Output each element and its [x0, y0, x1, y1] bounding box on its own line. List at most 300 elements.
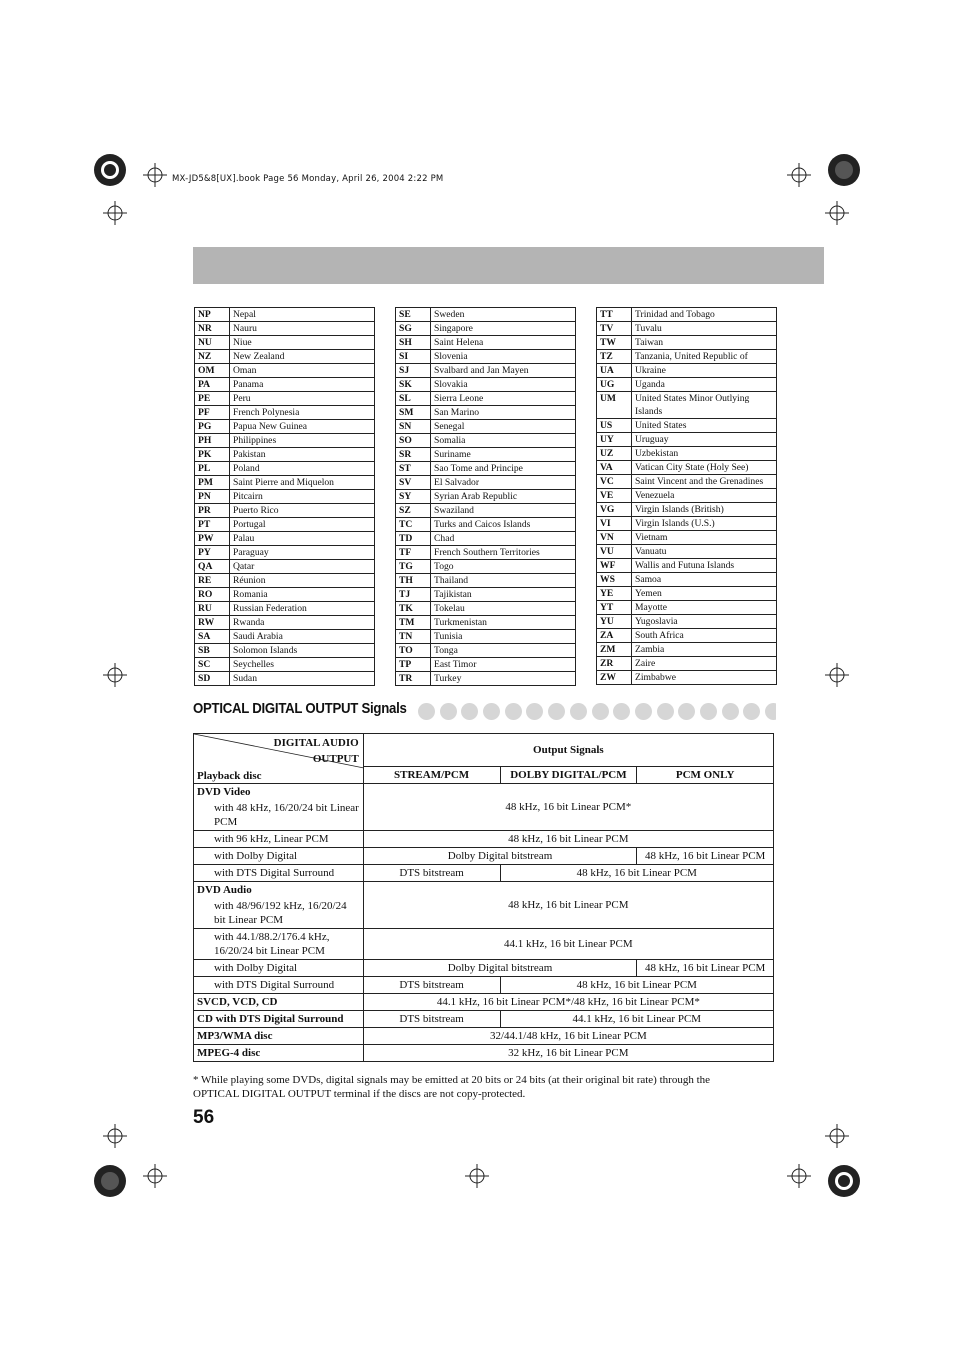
country-name: Virgin Islands (U.S.)	[632, 517, 777, 531]
output-signals-header: Output Signals	[363, 734, 773, 767]
country-code: TZ	[597, 350, 632, 364]
country-name: Tanzania, United Republic of	[632, 350, 777, 364]
country-code: TF	[396, 546, 431, 560]
country-code: SA	[195, 630, 230, 644]
registration-mark-icon	[92, 152, 128, 188]
table-row	[396, 322, 576, 336]
table-row	[195, 672, 375, 686]
table-row	[396, 588, 576, 602]
country-name: Peru	[230, 392, 375, 406]
table-cell: 48 kHz, 16 bit Linear PCM	[500, 865, 773, 882]
table-row	[195, 602, 375, 616]
country-name: Saudi Arabia	[230, 630, 375, 644]
country-name: Slovenia	[431, 350, 576, 364]
country-name: Mayotte	[632, 601, 777, 615]
country-name: Portugal	[230, 518, 375, 532]
country-code: NP	[195, 308, 230, 322]
row-label: with 48/96/192 kHz, 16/20/24 bit Linear PCM	[194, 898, 364, 929]
country-name: Rwanda	[230, 616, 375, 630]
country-name: Togo	[431, 560, 576, 574]
country-code-table-2	[395, 307, 576, 686]
country-code: SI	[396, 350, 431, 364]
table-row	[396, 462, 576, 476]
table-cell: 48 kHz, 16 bit Linear PCM*	[363, 784, 773, 831]
table-row	[396, 644, 576, 658]
table-row	[396, 392, 576, 406]
country-name: El Salvador	[431, 476, 576, 490]
country-code: NU	[195, 336, 230, 350]
country-name: East Timor	[431, 658, 576, 672]
table-row	[597, 559, 777, 573]
country-name: Philippines	[230, 434, 375, 448]
table-row	[597, 447, 777, 461]
table-row	[597, 392, 777, 419]
col-header-stream: STREAM/PCM	[363, 767, 500, 784]
table-cell: 32/44.1/48 kHz, 16 bit Linear PCM	[363, 1028, 773, 1045]
table-cell: DTS bitstream	[363, 865, 500, 882]
country-code: SG	[396, 322, 431, 336]
table-row	[396, 476, 576, 490]
country-code-table-1	[194, 307, 375, 686]
table-row	[195, 490, 375, 504]
country-name: French Polynesia	[230, 406, 375, 420]
table-row	[195, 504, 375, 518]
country-name: Sao Tome and Principe	[431, 462, 576, 476]
registration-mark-icon	[92, 1163, 128, 1199]
country-name: Zambia	[632, 643, 777, 657]
country-name: United States Minor Outlying Islands	[632, 392, 777, 419]
table-row	[396, 630, 576, 644]
country-code: UM	[597, 392, 632, 419]
table-row	[597, 364, 777, 378]
country-name: Syrian Arab Republic	[431, 490, 576, 504]
country-name: San Marino	[431, 406, 576, 420]
country-code: UY	[597, 433, 632, 447]
country-code: SD	[195, 672, 230, 686]
country-code: SC	[195, 658, 230, 672]
table-cell: 48 kHz, 16 bit Linear PCM	[500, 977, 773, 994]
row-label: with 48 kHz, 16/20/24 bit Linear PCM	[194, 800, 364, 831]
table-row	[195, 588, 375, 602]
country-code: SH	[396, 336, 431, 350]
table-row	[195, 658, 375, 672]
table-cell: Dolby Digital bitstream	[363, 848, 637, 865]
country-name: Pakistan	[230, 448, 375, 462]
table-row	[396, 518, 576, 532]
country-code-table-3	[596, 307, 777, 685]
table-row	[195, 616, 375, 630]
group-dvd-audio: DVD Audio	[194, 882, 364, 899]
crosshair-icon	[787, 163, 811, 187]
country-name: Vietnam	[632, 531, 777, 545]
col-header-pcm: PCM ONLY	[637, 767, 774, 784]
row-label: with 44.1/88.2/176.4 kHz, 16/20/24 bit Linear PCM	[194, 929, 364, 960]
country-code: TC	[396, 518, 431, 532]
country-code: TG	[396, 560, 431, 574]
country-name: Uganda	[632, 378, 777, 392]
country-name: Vatican City State (Holy See)	[632, 461, 777, 475]
country-code: TT	[597, 308, 632, 322]
country-code: SN	[396, 420, 431, 434]
country-code: TW	[597, 336, 632, 350]
country-code: TR	[396, 672, 431, 686]
table-row	[195, 420, 375, 434]
table-row	[396, 504, 576, 518]
country-name: Thailand	[431, 574, 576, 588]
table-row	[396, 336, 576, 350]
table-row	[195, 364, 375, 378]
country-code: NR	[195, 322, 230, 336]
country-name: Zimbabwe	[632, 671, 777, 685]
country-code: VC	[597, 475, 632, 489]
registration-mark-icon	[826, 1163, 862, 1199]
table-row	[597, 336, 777, 350]
row-label: with DTS Digital Surround	[194, 977, 364, 994]
table-row	[597, 601, 777, 615]
country-code: PM	[195, 476, 230, 490]
crosshair-icon	[143, 163, 167, 187]
country-code: TO	[396, 644, 431, 658]
table-row	[597, 489, 777, 503]
table-row	[195, 308, 375, 322]
table-cell: Dolby Digital bitstream	[363, 960, 637, 977]
row-label: with DTS Digital Surround	[194, 865, 364, 882]
col-header-dolby: DOLBY DIGITAL/PCM	[500, 767, 637, 784]
table-row	[195, 336, 375, 350]
table-row	[195, 518, 375, 532]
table-row	[396, 490, 576, 504]
country-name: Tonga	[431, 644, 576, 658]
crosshair-icon	[825, 201, 849, 225]
country-name: Swaziland	[431, 504, 576, 518]
country-name: Romania	[230, 588, 375, 602]
country-name: Seychelles	[230, 658, 375, 672]
country-code: PT	[195, 518, 230, 532]
table-row	[396, 658, 576, 672]
country-name: Ukraine	[632, 364, 777, 378]
table-row	[396, 364, 576, 378]
country-code: ZR	[597, 657, 632, 671]
country-code: SM	[396, 406, 431, 420]
country-code: PR	[195, 504, 230, 518]
country-name: Singapore	[431, 322, 576, 336]
table-row	[396, 350, 576, 364]
country-code: PK	[195, 448, 230, 462]
country-name: United States	[632, 419, 777, 433]
country-code: VI	[597, 517, 632, 531]
country-name: Uzbekistan	[632, 447, 777, 461]
table-row	[597, 615, 777, 629]
table-row	[396, 602, 576, 616]
country-name: Panama	[230, 378, 375, 392]
country-name: Slovakia	[431, 378, 576, 392]
country-code: PA	[195, 378, 230, 392]
table-row	[396, 420, 576, 434]
crosshair-icon	[143, 1164, 167, 1188]
country-name: Réunion	[230, 574, 375, 588]
table-row	[396, 560, 576, 574]
country-code: TP	[396, 658, 431, 672]
corner-top-label: DIGITAL AUDIO OUTPUT	[273, 736, 359, 765]
row-label: CD with DTS Digital Surround	[194, 1011, 364, 1028]
table-row	[597, 322, 777, 336]
country-code: US	[597, 419, 632, 433]
country-code: PN	[195, 490, 230, 504]
table-row	[195, 378, 375, 392]
table-row	[597, 657, 777, 671]
country-code: PE	[195, 392, 230, 406]
table-row	[195, 644, 375, 658]
country-name: Svalbard and Jan Mayen	[431, 364, 576, 378]
crosshair-icon	[465, 1164, 489, 1188]
country-name: Qatar	[230, 560, 375, 574]
country-name: Tunisia	[431, 630, 576, 644]
country-name: Vanuatu	[632, 545, 777, 559]
country-name: Virgin Islands (British)	[632, 503, 777, 517]
country-code: SB	[195, 644, 230, 658]
country-code: OM	[195, 364, 230, 378]
country-code: TK	[396, 602, 431, 616]
footnote: * While playing some DVDs, digital signals may be emitted at 20 bits or 24 bits (at their original bit rate) through the OPTICAL DIGITAL OUTPUT terminal if the discs are not copy-protected.	[193, 1074, 711, 1100]
country-code: YT	[597, 601, 632, 615]
country-name: Wallis and Futuna Islands	[632, 559, 777, 573]
country-code: RO	[195, 588, 230, 602]
country-name: Papua New Guinea	[230, 420, 375, 434]
file-info-header: MX-JD5&8[UX].book Page 56 Monday, April 26, 2004 2:22 PM	[172, 174, 444, 184]
country-code: PG	[195, 420, 230, 434]
crosshair-icon	[103, 663, 127, 687]
country-name: Palau	[230, 532, 375, 546]
table-cell: 32 kHz, 16 bit Linear PCM	[363, 1045, 773, 1062]
country-code: SZ	[396, 504, 431, 518]
output-signals-table	[193, 733, 774, 1062]
country-name: Zaire	[632, 657, 777, 671]
country-code: PY	[195, 546, 230, 560]
country-code: WF	[597, 559, 632, 573]
country-code: VG	[597, 503, 632, 517]
table-row	[597, 517, 777, 531]
table-row	[597, 475, 777, 489]
country-name: Sierra Leone	[431, 392, 576, 406]
country-code: ST	[396, 462, 431, 476]
table-row	[597, 461, 777, 475]
table-row	[597, 643, 777, 657]
table-row	[597, 587, 777, 601]
row-label: SVCD, VCD, CD	[194, 994, 364, 1011]
country-code: TV	[597, 322, 632, 336]
country-name: South Africa	[632, 629, 777, 643]
table-row	[597, 433, 777, 447]
country-name: Nauru	[230, 322, 375, 336]
table-row	[195, 476, 375, 490]
country-code: RE	[195, 574, 230, 588]
country-code: TM	[396, 616, 431, 630]
country-name: Somalia	[431, 434, 576, 448]
country-code: TD	[396, 532, 431, 546]
country-name: Trinidad and Tobago	[632, 308, 777, 322]
country-code: RW	[195, 616, 230, 630]
table-cell: DTS bitstream	[363, 977, 500, 994]
country-code: TN	[396, 630, 431, 644]
country-code: PF	[195, 406, 230, 420]
table-row	[195, 350, 375, 364]
country-name: Russian Federation	[230, 602, 375, 616]
country-code: SY	[396, 490, 431, 504]
table-row	[597, 419, 777, 433]
table-row	[195, 462, 375, 476]
group-dvd-video: DVD Video	[194, 784, 364, 801]
table-row	[396, 574, 576, 588]
country-name: Tajikistan	[431, 588, 576, 602]
table-row	[396, 546, 576, 560]
table-row	[597, 503, 777, 517]
table-cell: 44.1 kHz, 16 bit Linear PCM	[363, 929, 773, 960]
decorative-dots	[418, 703, 776, 723]
table-row	[195, 448, 375, 462]
table-row	[396, 308, 576, 322]
table-row	[195, 434, 375, 448]
country-code: SL	[396, 392, 431, 406]
country-name: Saint Vincent and the Grenadines	[632, 475, 777, 489]
row-label: MP3/WMA disc	[194, 1028, 364, 1045]
country-code: PW	[195, 532, 230, 546]
country-code: PH	[195, 434, 230, 448]
table-row	[396, 434, 576, 448]
country-name: Tokelau	[431, 602, 576, 616]
country-name: Solomon Islands	[230, 644, 375, 658]
crosshair-icon	[825, 1124, 849, 1148]
header-band	[193, 247, 824, 284]
table-row	[396, 406, 576, 420]
crosshair-icon	[787, 1164, 811, 1188]
country-name: Turkey	[431, 672, 576, 686]
country-name: Pitcairn	[230, 490, 375, 504]
country-name: Samoa	[632, 573, 777, 587]
table-cell: 48 kHz, 16 bit Linear PCM	[363, 831, 773, 848]
row-label: with 96 kHz, Linear PCM	[194, 831, 364, 848]
country-code: PL	[195, 462, 230, 476]
country-code: VE	[597, 489, 632, 503]
country-code: SR	[396, 448, 431, 462]
country-name: Yugoslavia	[632, 615, 777, 629]
country-name: Oman	[230, 364, 375, 378]
table-row	[195, 322, 375, 336]
registration-mark-icon	[826, 152, 862, 188]
row-label: with Dolby Digital	[194, 848, 364, 865]
table-row	[597, 531, 777, 545]
country-code: YE	[597, 587, 632, 601]
country-name: Chad	[431, 532, 576, 546]
corner-bottom-label: Playback disc	[197, 769, 262, 782]
country-name: Poland	[230, 462, 375, 476]
table-cell: 44.1 kHz, 16 bit Linear PCM*/48 kHz, 16 bit Linear PCM*	[363, 994, 773, 1011]
table-row	[195, 406, 375, 420]
country-code: SK	[396, 378, 431, 392]
country-name: Sweden	[431, 308, 576, 322]
country-code: VN	[597, 531, 632, 545]
country-name: Turks and Caicos Islands	[431, 518, 576, 532]
country-name: Sudan	[230, 672, 375, 686]
country-code: TH	[396, 574, 431, 588]
country-code: SE	[396, 308, 431, 322]
country-code: SO	[396, 434, 431, 448]
table-cell: 48 kHz, 16 bit Linear PCM	[363, 882, 773, 929]
crosshair-icon	[103, 201, 127, 225]
country-code: UZ	[597, 447, 632, 461]
country-code: VU	[597, 545, 632, 559]
table-cell: 48 kHz, 16 bit Linear PCM	[637, 960, 774, 977]
country-name: French Southern Territories	[431, 546, 576, 560]
table-row	[597, 573, 777, 587]
crosshair-icon	[103, 1124, 127, 1148]
country-name: Puerto Rico	[230, 504, 375, 518]
country-code: TJ	[396, 588, 431, 602]
row-label: with Dolby Digital	[194, 960, 364, 977]
country-name: Nepal	[230, 308, 375, 322]
table-row	[396, 448, 576, 462]
table-row	[195, 630, 375, 644]
table-row	[597, 671, 777, 685]
country-name: Turkmenistan	[431, 616, 576, 630]
table-row	[195, 532, 375, 546]
table-row	[597, 378, 777, 392]
country-name: Uruguay	[632, 433, 777, 447]
country-name: New Zealand	[230, 350, 375, 364]
country-name: Taiwan	[632, 336, 777, 350]
table-row	[597, 350, 777, 364]
country-code: SJ	[396, 364, 431, 378]
table-corner-cell	[194, 734, 364, 784]
country-code: ZM	[597, 643, 632, 657]
table-row	[195, 560, 375, 574]
country-name: Suriname	[431, 448, 576, 462]
table-cell: 48 kHz, 16 bit Linear PCM	[637, 848, 774, 865]
country-code: RU	[195, 602, 230, 616]
table-row	[597, 629, 777, 643]
table-row	[396, 378, 576, 392]
table-row	[396, 672, 576, 686]
country-name: Yemen	[632, 587, 777, 601]
section-title: OPTICAL DIGITAL OUTPUT Signals	[193, 700, 407, 717]
country-code: ZA	[597, 629, 632, 643]
country-code: WS	[597, 573, 632, 587]
country-name: Tuvalu	[632, 322, 777, 336]
table-row	[597, 308, 777, 322]
country-name: Saint Helena	[431, 336, 576, 350]
country-name: Senegal	[431, 420, 576, 434]
table-row	[396, 532, 576, 546]
country-name: Niue	[230, 336, 375, 350]
table-row	[195, 546, 375, 560]
country-name: Saint Pierre and Miquelon	[230, 476, 375, 490]
table-row	[396, 616, 576, 630]
country-code: YU	[597, 615, 632, 629]
page-number: 56	[193, 1107, 215, 1128]
row-label: MPEG-4 disc	[194, 1045, 364, 1062]
country-code: QA	[195, 560, 230, 574]
country-code: UG	[597, 378, 632, 392]
table-row	[597, 545, 777, 559]
table-row	[195, 392, 375, 406]
table-row	[195, 574, 375, 588]
country-name: Venezuela	[632, 489, 777, 503]
country-name: Paraguay	[230, 546, 375, 560]
crosshair-icon	[825, 663, 849, 687]
table-cell: DTS bitstream	[363, 1011, 500, 1028]
country-code: VA	[597, 461, 632, 475]
country-code: ZW	[597, 671, 632, 685]
table-cell: 44.1 kHz, 16 bit Linear PCM	[500, 1011, 773, 1028]
